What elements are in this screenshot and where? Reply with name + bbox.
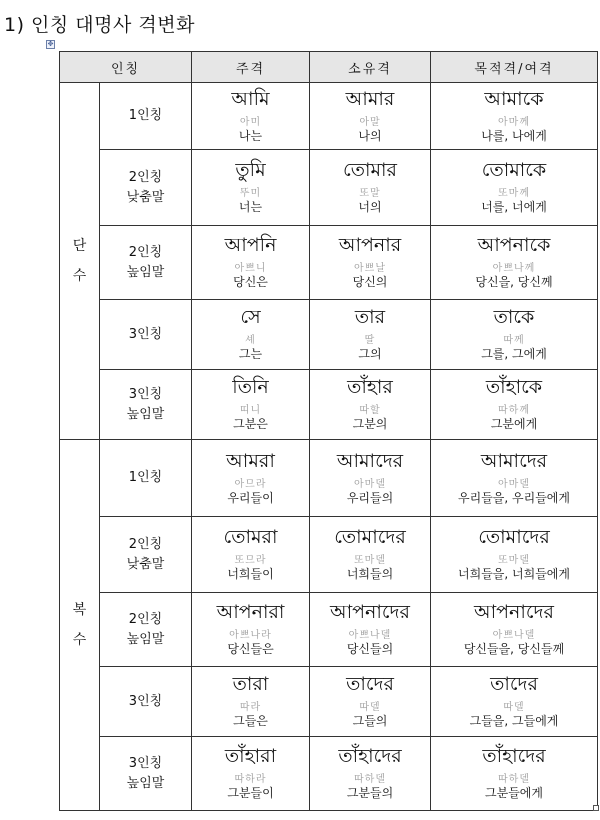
nominative-cell xyxy=(192,517,310,593)
bengali-form: আমাদের xyxy=(336,449,404,472)
person-label: 높임말 xyxy=(126,406,165,422)
person-label: 1인칭 xyxy=(128,470,163,485)
pronunciation: 아쁘나델 xyxy=(492,630,536,641)
bengali-form: তোমরা xyxy=(223,526,278,548)
bengali-form: আপনি xyxy=(224,234,277,256)
table-move-handle-icon[interactable]: ✥ xyxy=(47,40,54,48)
bengali-form: আপনারা xyxy=(216,601,285,623)
korean-gloss: 그분들에게 xyxy=(485,786,543,800)
person-cell xyxy=(100,226,192,300)
nominative-cell xyxy=(192,150,310,226)
korean-gloss: 당신은 xyxy=(233,275,268,289)
bengali-form: সে xyxy=(240,306,261,328)
bengali-form: আমার xyxy=(345,87,395,110)
korean-gloss: 그들은 xyxy=(233,714,268,728)
nominative-cell xyxy=(192,370,310,440)
person-label: 1인칭 xyxy=(128,108,163,123)
bengali-form: তোমাদের xyxy=(478,526,550,548)
pronunciation: 뚜미 xyxy=(239,188,262,199)
pronunciation: 따하라 xyxy=(234,774,267,785)
pronunciation: 아마께 xyxy=(498,116,530,128)
nominative-cell xyxy=(192,300,310,370)
possessive-cell xyxy=(310,226,431,300)
korean-gloss: 그분의 xyxy=(352,417,388,431)
pronunciation: 아마델 xyxy=(354,478,386,490)
possessive-cell xyxy=(310,517,431,593)
pronunciation: 따하델 xyxy=(354,774,386,785)
header-nominative: 주격 xyxy=(192,52,310,83)
number-char: 수 xyxy=(72,632,87,648)
pronunciation: 따하께 xyxy=(498,405,530,416)
korean-gloss: 당신들의 xyxy=(346,642,394,656)
table-row xyxy=(60,150,598,226)
pronunciation: 아쁘나께 xyxy=(492,263,536,274)
person-label: 낮춤말 xyxy=(126,189,165,205)
header-possessive: 소유격 xyxy=(310,52,431,83)
korean-gloss: 그를, 그에게 xyxy=(481,347,547,361)
objective-cell xyxy=(431,667,598,737)
person-cell xyxy=(100,150,192,226)
bengali-form: আপনাদের xyxy=(330,601,410,623)
singular-label xyxy=(60,83,100,440)
nominative-cell xyxy=(192,226,310,300)
possessive-cell xyxy=(310,667,431,737)
table-row xyxy=(60,440,598,517)
korean-gloss: 그는 xyxy=(238,347,263,361)
pronunciation: 아말 xyxy=(359,116,381,128)
pronunciation: 셰 xyxy=(245,335,256,346)
korean-gloss: 그분에게 xyxy=(490,417,538,431)
person-label: 3인칭 xyxy=(128,693,163,709)
pronunciation: 또마델 xyxy=(354,555,386,566)
nominative-cell xyxy=(192,737,310,811)
bengali-form: তোমার xyxy=(343,159,397,181)
bengali-form: তারা xyxy=(232,673,269,695)
pronunciation: 아쁘날 xyxy=(354,263,386,274)
person-label: 3인칭 xyxy=(128,386,163,402)
korean-gloss: 우리들을, 우리들에게 xyxy=(458,490,570,505)
pronunciation: 따할 xyxy=(359,405,381,416)
person-label: 3인칭 xyxy=(128,326,163,342)
possessive-cell xyxy=(310,440,431,517)
pronunciation: 따델 xyxy=(359,702,381,713)
objective-cell xyxy=(431,440,598,517)
pronunciation: 아쁘니 xyxy=(234,263,267,274)
bengali-form: তাঁহাদের xyxy=(482,745,546,767)
bengali-form: আমাকে xyxy=(484,87,544,110)
korean-gloss: 우리들이 xyxy=(227,490,274,505)
objective-cell xyxy=(431,737,598,811)
objective-cell xyxy=(431,517,598,593)
possessive-cell xyxy=(310,593,431,667)
pronunciation: 따델 xyxy=(503,702,525,713)
bengali-form: তোমাকে xyxy=(481,159,547,181)
pronunciation: 또마께 xyxy=(498,188,530,199)
bengali-form: আপনাদের xyxy=(474,601,554,623)
bengali-form: তাদের xyxy=(346,673,394,695)
table-row xyxy=(60,83,598,150)
korean-gloss: 너는 xyxy=(238,200,263,214)
objective-cell xyxy=(431,150,598,226)
bengali-form: আপনাকে xyxy=(477,234,551,256)
bengali-form: তাঁহাকে xyxy=(485,376,543,398)
korean-gloss: 그분들이 xyxy=(227,786,274,800)
korean-gloss: 나는 xyxy=(238,128,263,143)
person-label: 높임말 xyxy=(126,775,165,791)
pronunciation: 딸 xyxy=(364,335,376,346)
possessive-cell xyxy=(310,737,431,811)
objective-cell xyxy=(431,300,598,370)
person-cell xyxy=(100,517,192,593)
table-row xyxy=(60,517,598,593)
header-person: 인칭 xyxy=(60,52,192,83)
korean-gloss: 그들의 xyxy=(352,714,388,728)
pronunciation: 따께 xyxy=(503,335,525,346)
possessive-cell xyxy=(310,370,431,440)
possessive-cell xyxy=(310,150,431,226)
person-cell xyxy=(100,370,192,440)
bengali-form: তাদের xyxy=(490,673,538,695)
pronunciation: 따라 xyxy=(239,702,262,713)
person-cell xyxy=(100,440,192,517)
possessive-cell xyxy=(310,300,431,370)
pronunciation: 아므라 xyxy=(234,478,267,490)
pronoun-declension-table xyxy=(59,51,598,811)
korean-gloss: 당신의 xyxy=(352,275,388,289)
person-label: 2인칭 xyxy=(128,611,163,627)
table-resize-handle-icon[interactable] xyxy=(593,805,599,811)
person-label: 낮춤말 xyxy=(126,556,165,572)
korean-gloss: 너희들의 xyxy=(346,567,394,581)
objective-cell xyxy=(431,83,598,150)
bengali-form: তিনি xyxy=(232,376,269,398)
korean-gloss: 그들을, 그들에게 xyxy=(469,714,559,728)
person-label: 높임말 xyxy=(126,631,165,647)
korean-gloss: 당신들은 xyxy=(227,642,274,656)
person-label: 2인칭 xyxy=(128,169,163,185)
korean-gloss: 당신을, 당신께 xyxy=(475,275,553,289)
nominative-cell xyxy=(192,667,310,737)
bengali-form: আপনার xyxy=(338,234,402,256)
bengali-form: আমাদের xyxy=(480,449,548,472)
person-cell xyxy=(100,300,192,370)
person-label: 높임말 xyxy=(126,264,165,280)
korean-gloss: 너희들이 xyxy=(227,567,274,581)
korean-gloss: 나의 xyxy=(358,128,382,143)
bengali-form: তার xyxy=(354,306,386,328)
header-objective: 목적격/여격 xyxy=(431,52,598,83)
number-char: 복 xyxy=(72,602,87,618)
person-cell xyxy=(100,83,192,150)
bengali-form: তুমি xyxy=(235,159,266,181)
pronunciation: 또마델 xyxy=(498,555,530,566)
pronunciation: 아쁘나라 xyxy=(229,630,272,641)
pronunciation: 아마델 xyxy=(498,478,530,490)
bengali-form: আমরা xyxy=(226,449,275,472)
number-char: 수 xyxy=(72,268,87,284)
page-title: 1) 인칭 대명사 격변화 xyxy=(4,14,195,36)
pronunciation: 또말 xyxy=(359,188,381,199)
bengali-form: তোমাদের xyxy=(334,526,406,548)
korean-gloss: 당신들을, 당신들께 xyxy=(463,642,565,656)
bengali-form: তাকে xyxy=(493,306,535,328)
nominative-cell xyxy=(192,83,310,150)
korean-gloss: 너희들을, 너희들에게 xyxy=(458,567,570,581)
korean-gloss: 나를, 나에게 xyxy=(481,128,547,143)
table-row xyxy=(60,593,598,667)
korean-gloss: 우리들의 xyxy=(346,490,394,505)
korean-gloss: 너의 xyxy=(358,200,382,214)
bengali-form: তাঁহারা xyxy=(224,745,277,767)
person-label: 2인칭 xyxy=(128,536,163,552)
korean-gloss: 그분들의 xyxy=(346,786,394,800)
pronunciation: 아미 xyxy=(239,116,262,128)
pronunciation: 아쁘나델 xyxy=(348,630,392,641)
korean-gloss: 너를, 너에게 xyxy=(481,200,547,214)
possessive-cell xyxy=(310,83,431,150)
person-cell xyxy=(100,737,192,811)
plural-label xyxy=(60,440,100,811)
table-row xyxy=(60,737,598,811)
nominative-cell xyxy=(192,440,310,517)
korean-gloss: 그분은 xyxy=(233,417,268,431)
bengali-form: তাঁহার xyxy=(347,376,393,398)
table-row xyxy=(60,226,598,300)
person-cell xyxy=(100,593,192,667)
table-row xyxy=(60,370,598,440)
korean-gloss: 그의 xyxy=(358,347,382,361)
header-row xyxy=(60,52,598,83)
person-label: 2인칭 xyxy=(128,244,163,260)
pronunciation: 또므라 xyxy=(234,555,267,566)
pronunciation: 띠니 xyxy=(239,405,262,416)
objective-cell xyxy=(431,226,598,300)
bengali-form: আমি xyxy=(231,87,270,110)
table-row xyxy=(60,300,598,370)
objective-cell xyxy=(431,593,598,667)
number-char: 단 xyxy=(72,238,87,254)
bengali-form: তাঁহাদের xyxy=(338,745,402,767)
objective-cell xyxy=(431,370,598,440)
person-label: 3인칭 xyxy=(128,755,163,771)
pronunciation: 따하델 xyxy=(498,774,530,785)
table-row xyxy=(60,667,598,737)
person-cell xyxy=(100,667,192,737)
nominative-cell xyxy=(192,593,310,667)
